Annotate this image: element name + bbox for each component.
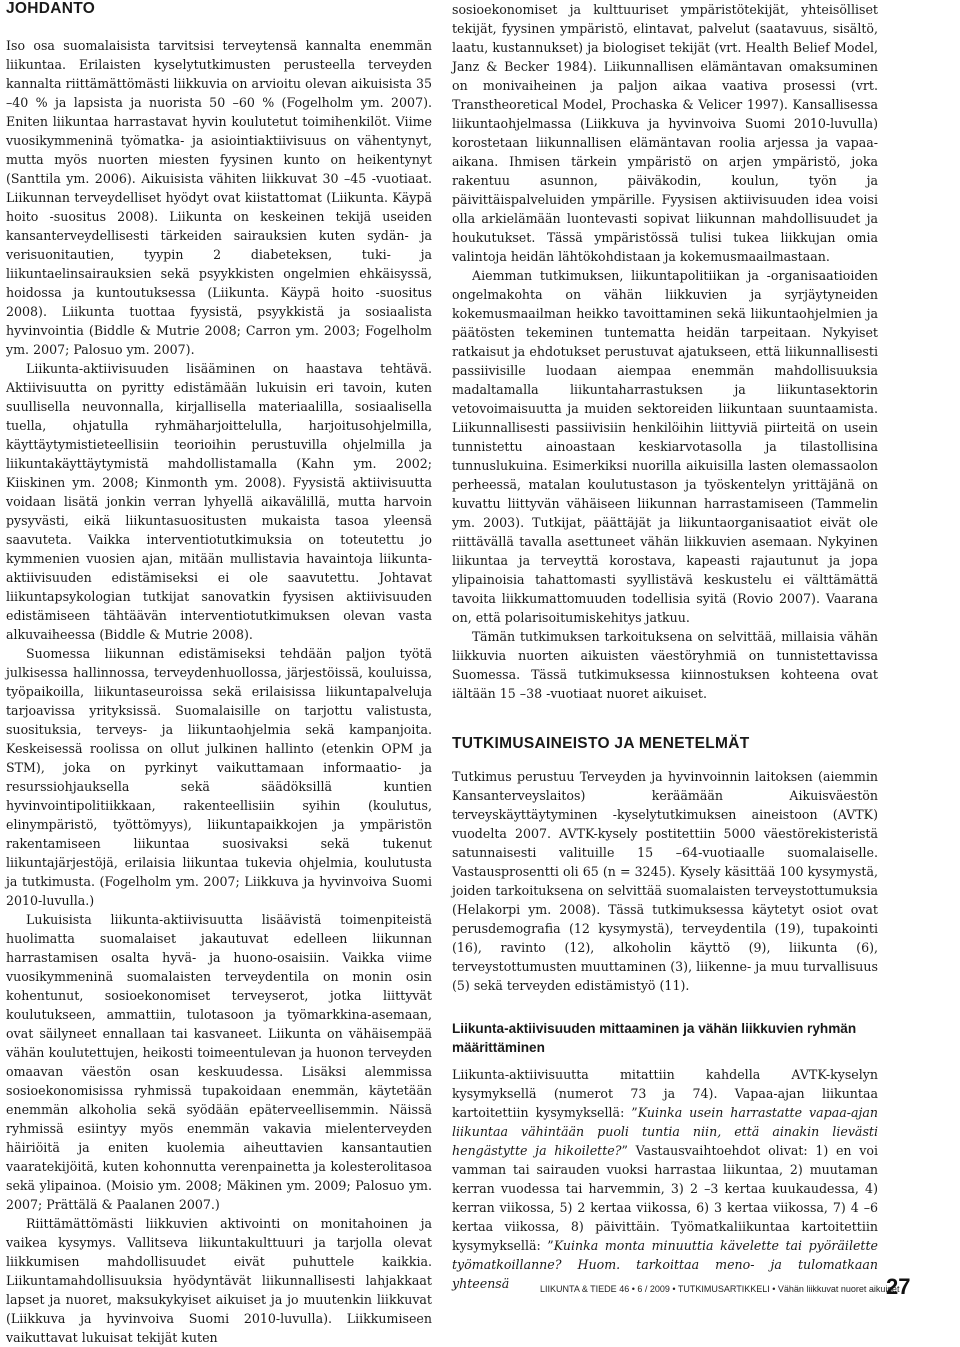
left-column [6,0,432,1347]
paragraph: Riittämättömästi liikkuvien aktivointi on monitahoinen ja vaikea kysymys. Vallitseva liikuntakulttuuri ja tarjolla olevat liikkumisen mahdollisuudet eivät puhuttele kaikkia. Liikuntamahdollisuuksia hyödyntävät liikunnallisesti lahjakkaat lapset ja nuoret, maksukykyiset aikuiset ja jo muutenkin liikkuvat (Liikkuva ja hyvinvoiva Suomi 2010-luvulla). Liikkumiseen vaikuttavat lukuisat tekijät kuten [6,1216,432,1345]
page-number: 27 [886,1274,911,1299]
question-quote: Kuinka usein harrastatte vapaa-ajan liikuntaa vähintään puoli tuntia niin, että ainakin lievästi hengästytte ja hikoilette? [452,1105,878,1158]
paragraph: Tämän tutkimuksen tarkoituksena on selvittää, millaisia vähän liikkuvia nuorten aikuisten väestöryhmiä on tunnistettavissa Suomessa. Tässä tutkimuksessa kiinnostuksen kohteena ovat iältään 15 –38 -vuotiaat nuoret aikuiset. [452,629,878,701]
section-title-johdanto: JOHDANTO [6,0,96,17]
paragraph: Tutkimus perustuu Terveyden ja hyvinvoinnin laitoksen (aiemmin Kansanterveyslaitos) keräämään Aikuisväestön terveyskäyttäytyminen -kyselytutkimuksen aineistoon (AVTK) vuodelta 2007. AVTK-kysely postitettiin 5000 väestörekisteristä satunnaisesti valituille 15 –64-vuotiaalle suomalaiselle. Vastausprosentti oli 65 (n = 3245). Kysely käsittää 100 kysymystä, joiden tarkoituksena on selvittää suomalaisten terveystottumuksia (Helakorpi ym. 2008). Tässä tutkimuksessa käytetyt osiot ovat perusdemografia (12 kysymystä), terveydentila (19), tupakointi (16), ravinto (12), alkoholin käyttö (9), liikunta (6), terveystottumusten muuttaminen (3), liikenne- ja muu turvallisuus (5) sekä terveyden edistämistyö (11). [452,769,878,993]
right-column [452,0,900,1294]
section-title-methods: TUTKIMUSAINEISTO JA MENETELMÄT [452,735,750,752]
paragraph: Lukuisista liikunta-aktiivisuutta lisäävistä toimenpiteistä huolimatta suomalaiset jakautuvat edelleen liikunnan harrastamisen osalta hyvä- ja huono-osaisiin. Vaikka viime vuosikymmeninä suomalaisten terveydentila on monin osin kohentunut, sosioekonomiset terveyserot, jotka liittyvät koulutukseen, ammattiin, tulotasoon ja työmarkkina-asemaan, ovat säilyneet ennallaan tai kasvaneet. Liikunta on vähäisempää vähän koulutettujen, heikosti toimeentulevan ja huonon terveyden omaavan väestön osan keskuudessa. Lisäksi alemmissa sosioekonomisissa ryhmissä tupakoidaan enemmän, käytetään enemmän alkoholia sekä syödään epäterveellisemmin. Näissä ryhmissä esiintyy myös enemmän vakavia mielenterveyden häiriöitä ja eniten kuolemia aiheuttavien kansantautien vaaratekijöitä, kuten kohonnutta verenpainetta ja kolesterolitasoa sekä ylipainoa. (Moisio ym. 2008; Mäkinen ym. 2009; Palosuo ym. 2007; Prättälä & Paalanen 2007.) [6,912,432,1212]
question-quote: Kuinka monta minuuttia kävelette tai pyöräilette työmatkoillanne? Huom. tarkoittaa meno- ja tulomatkaan yhteensä [452,1238,878,1291]
paragraph: Suomessa liikunnan edistämiseksi tehdään paljon työtä julkisessa hallinnossa, terveydenhuollossa, järjestöissä, kouluissa, työpaikoilla, liikuntaseuroissa sekä erilaisissa liikuntapalveluja tarjoavissa yrityksissä. Suomalaisille on tarjottu valistusta, suosituksia, terveys- ja liikuntaohjelmia sekä kampanjoita. Keskeisessä roolissa on ollut julkinen hallinto (etenkin OPM ja STM), joka on pyrkinyt vaikuttamaan informaatio- ja resurssiohjauksella sekä säädöksillä kuntien hyvinvointipolitiikkaan, rakenteellisiin syihin (koulutus, elinympäristö, työttömyys), liikuntapaikkojen ja ympäristön rakentamiseen liikuntaa suosivaksi sekä tukenut liikuntajärjestöjä, erilaisia liikuntaa tukevia ohjelmia, koulutusta ja tutkimusta. (Fogelholm ym. 2007; Liikkuva ja hyvinvoiva Suomi 2010-luvulla.) [6,646,432,908]
paragraph: Liikunta-aktiivisuuden lisääminen on haastava tehtävä. Aktiivisuutta on pyritty edistämään lukuisin eri tavoin, kuten suullisella neuvonnalla, kirjallisella materiaalilla, sosiaalisella tuella, ohjatulla ryhmäharjoittelulla, harjoitusohjelmilla, käyttäytymistieteellisiin teorioihin perustuvilla ohjelmilla ja liikuntakäyttäytymistä mahdollistamalla (Kahn ym. 2002; Kiiskinen ym. 2008; Kinmonth ym. 2008). Fyysistä aktiivisuutta voidaan lisätä jonkin verran lyhyellä aikavälillä, mutta harvoin pysyvästi, eikä liikuntasuositusten mukaista tasoa yleensä saavuteta. Vaikka interventiotutkimuksia on toteutettu jo kymmenien vuosien ajan, mitään mullistavia havaintoja liikunta-aktiivisuuden edistämiseksi ei ole saavutettu. Johtavat liikuntapsykologian tutkijat sanovatkin fyysisen aktiivisuuden edistämiseen tähtäävän interventiotutkimuksen olevan vasta alkuvaiheessa (Biddle & Mutrie 2008). [6,361,432,642]
paragraph: Aiemman tutkimuksen, liikuntapolitiikan ja -organisaatioiden ongelmakohta on vähän liikkuvien ja syrjäytyneiden kokemusmaailman heikko tavoittaminen sekä liikuntaohjelmien ja päätösten tekeminen tuntematta heidän tarpeitaan. Nykyiset ratkaisut ja ehdotukset perustuvat ajatukseen, että liikunnallisesti passiivisille luodaan aiempaa enemmän mahdollisuuksia madaltamalla liikuntaharrastuksen ja liikuntasektorin vetovoimaisuutta ja muiden sektoreiden liikuntaan suuntaamista. Liikunnallisesti passiivisiin henkilöihin liittyviä piirteitä on usein tunnistettu ainoastaan keskiarvotasolla ja tilastollisina tunnuslukuina. Esimerkiksi nuorilla aikuisilla lasten olemassaolon perheessä, matalan koulutustason ja työskentelyn yrittäjänä on kuvattu liittyvän vähäiseen liikunnan harrastamiseen (Tammelin ym. 2003). Tutkijat, päättäjät ja liikuntaorganisaatiot eivät ole riittävällä tavalla asettuneet vähän liikkuvien asemaan. Nykyinen liikuntaa ja terveyttä korostava, kapeasti rajautunut ja jopa ylipainoisia tahattomasti syyllistävä keskustelu ei välttämättä tavoita liikkumattomuuden todellisia syitä (Rovio 2007). Vaarana on, että polarisoitumiskehitys jatkuu. [452,268,878,625]
running-footer: LIIKUNTA & TIEDE 46 • 6 / 2009 • TUTKIMUSARTIKKELI • Vähän liikkuvat nuoret aikuiset [540,1284,900,1294]
text-segment: ” Vastausvaihtoehdot olivat: 1) en voi vamman tai sairauden vuoksi harrastaa liikuntaa, 2) muutaman kerran vuodessa tai harvemmin, 3) 2 –3 kertaa kuukaudessa, 4) kerran viikossa, 5) 2 kertaa viikossa, 6) 3 kertaa viikossa, 7) 4 –6 kertaa viikossa, 8) päivittäin. Työmatkaliikuntaa kartoitettiin kysymyksellä: ” [452,1143,878,1253]
paragraph: sosioekonomiset ja kulttuuriset ympäristötekijät, yhteisölliset tekijät, fyysinen ympäristö, elintavat, palvelut (saatavuus, sisältö, laatu, kustannukset) ja biologiset tekijät (vrt. Health Belief Model, Janz & Becker 1984). Liikunnallisen elämäntavan omaksuminen on monivaiheinen ja paljon aikaa vaativa prosessi (vrt. Transtheoretical Model, Prochaska & Velicer 1997). Kansallisessa liikuntaohjelmassa (Liikkuva ja hyvinvoiva Suomi 2010-luvulla) korostetaan liikunnallisen elämäntavan roolia arjessa ja vapaa-aikana. Ihmisen tärkein ympäristö on arjen ympäristö, joka rakentuu asunnon, päiväkodin, koulun, työn ja päivittäispalveluiden ympärille. Fyysisen aktiivisuuden idea voisi olla arkielämään luontevasti sopivat liikunnan mahdollisuudet ja houkutukset. Tässä ympäristössä tulisi tukea liikkujan omia valintoja heidän lähtökohdistaan ja kokemusmaailmastaan. [452,2,878,264]
text-segment: Liikunta-aktiivisuutta mitattiin kahdella AVTK-kyselyn kysymyksellä (numerot 73 ja 74). Vapaa-ajan liikuntaa kartoitettiin kysymyksellä: ” [452,1067,878,1120]
subsection-title: Liikunta-aktiivisuuden mittaaminen ja vähän liikkuvien ryhmän määrittäminen [452,1021,857,1055]
paragraph: Iso osa suomalaisista tarvitsisi terveytensä kannalta enemmän liikuntaa. Erilaisten kyselytutkimusten perusteella terveyden kannalta riittämättömästi liikkuvia on arvioitu olevan aikuisista 35 –40 % ja lapsista ja nuorista 50 –60 % (Fogelholm ym. 2007). Eniten liikuntaa harrastavat hyvin koulutetut toimihenkilöt. Viime vuosikymmeninä työmatka- ja asiointiaktiivisuus on vähentynyt, mutta myös nuorten miesten fyysinen kunto on heikentynyt (Santtila ym. 2006). Aikuisista vähiten liikkuvat 30 –45 -vuotiaat. Liikunnan terveydelliset hyödyt ovat kiistattomat (Liikunta. Käypä hoito -suositus 2008). Liikunta on keskeinen tekijä useiden kansanterveydellisesti tärkeiden sairauksien kuten sydän- ja verisuonitautien, tyypin 2 diabeteksen, tuki- ja liikuntaelinsairauksien sekä psyykkisten ongelmien ehkäisyssä, hoidossa ja kuntoutuksessa (Liikunta. Käypä hoito -suositus 2008). Liikunta tuottaa fyysistä, psyykkistä ja sosiaalista hyvinvointia (Biddle & Mutrie 2008; Carron ym. 2003; Fogelholm ym. 2007; Palosuo ym. 2007). [6,38,432,357]
paragraph-measurement [452,1065,900,1294]
